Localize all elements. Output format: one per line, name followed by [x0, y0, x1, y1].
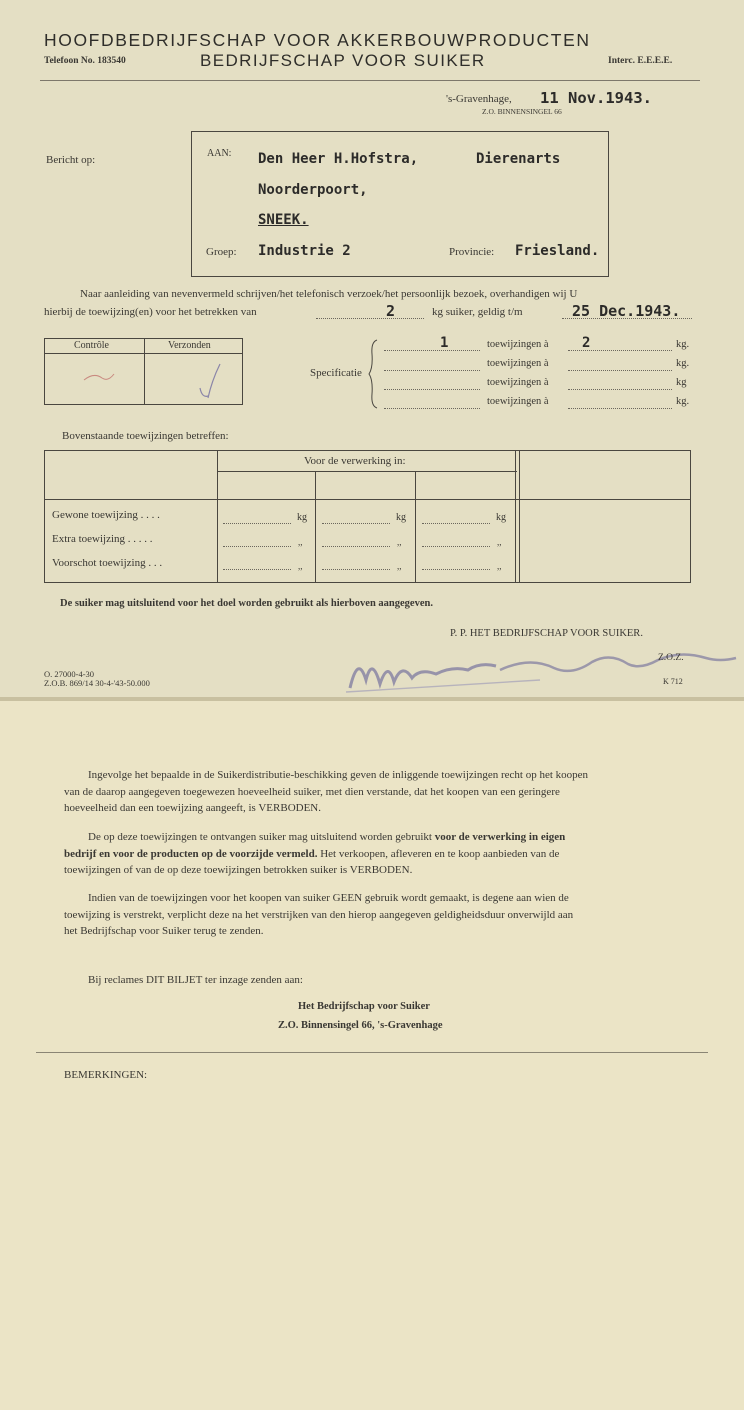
cell-r2-c3-unit: ,, [497, 537, 502, 547]
letter-date: 11 Nov.1943. [540, 89, 652, 107]
verzonden-pencil-mark [150, 358, 240, 402]
header-title-2: BEDRIJFSCHAP VOOR SUIKER [200, 51, 486, 70]
intro-line-1: Naar aanleiding van nevenvermeld schrijven/het telefonisch verzoek/het persoonlijk bezoek, overhandigen wij U [80, 288, 578, 300]
bericht-op-label: Bericht op: [46, 154, 96, 166]
cell-r2-c1-unit: ,, [298, 537, 303, 547]
spec-row-4-count-dots [384, 408, 480, 409]
spec-row-2-count-dots [384, 370, 480, 371]
processing-header: Voor de verwerking in: [304, 455, 406, 467]
specificatie-label: Specificatie [310, 367, 362, 379]
spec-row-3-count-dots [384, 389, 480, 390]
cell-r3-c2-unit: ,, [397, 561, 402, 571]
cell-r2-c2-unit: ,, [397, 537, 402, 547]
bovenstaande-label: Bovenstaande toewijzingen betreffen: [62, 430, 229, 442]
back-p1-line-3: hoeveelheid dan een toewijzing aangeeft, is VERBODEN. [64, 802, 321, 814]
specificatie-brace [368, 338, 380, 410]
processing-col-divider-4 [515, 450, 516, 583]
back-p2-line-2 [64, 846, 700, 863]
spec-row-1-kg: 2 [582, 335, 591, 351]
spec-row-1-count: 1 [440, 335, 449, 351]
spec-row-2-kg-dots [568, 370, 672, 371]
processing-col-divider-3 [415, 471, 416, 583]
cell-r1-c3-dots [422, 523, 490, 524]
groep-value: Industrie 2 [258, 243, 351, 259]
gewone-label: Gewone toewijzing . . . . [52, 509, 160, 521]
spec-row-3-unit: kg [676, 377, 687, 388]
spec-row-1-count-dots [384, 350, 480, 351]
amount-dotted-line [316, 318, 424, 319]
processing-col-divider-5 [519, 450, 520, 583]
interc-code: Interc. E.E.E.E. [608, 56, 673, 66]
back-p2-line-1 [64, 829, 700, 846]
print-code-1: O. 27000-4-30 [44, 669, 95, 679]
cell-r3-c3-unit: ,, [497, 561, 502, 571]
control-table-divider [144, 338, 145, 405]
spec-row-4-kg-dots [568, 408, 672, 409]
control-col-controle: Contrôle [74, 340, 109, 351]
header-rule [40, 80, 700, 81]
addressee-name: Den Heer H.Hofstra, [258, 151, 419, 167]
cell-r1-c2-dots [322, 523, 390, 524]
aan-label: AAN: [207, 148, 232, 159]
back-p2-line-1a: De op deze toewijzingen te ontvangen suiker mag uitsluitend worden gebruikt [88, 831, 432, 843]
cell-r1-c1-dots [223, 523, 291, 524]
remarks-label: BEMERKINGEN: [64, 1069, 148, 1081]
voorschot-label: Voorschot toewijzing . . . [52, 557, 163, 569]
place-label: 's-Gravenhage, [446, 93, 512, 105]
cell-r1-c3-unit: kg [496, 512, 506, 523]
addressee-city: SNEEK. [258, 212, 309, 228]
back-p3-line-2: toewijzing is verstrekt, verplicht deze na het verstrijken van den hierop aangegeven geldigheidsduur onverwijld aan [64, 908, 574, 921]
usage-notice: De suiker mag uitsluitend voor het doel worden gebruikt als hierboven aangegeven. [60, 598, 433, 609]
sugar-amount: 2 [386, 302, 396, 320]
cell-r2-c3-dots [422, 546, 490, 547]
spec-row-1-unit: kg. [676, 339, 690, 350]
pp-line: P. P. HET BEDRIJFSCHAP VOOR SUIKER. [450, 628, 643, 639]
back-paragraph-1 [64, 767, 700, 817]
handwritten-signature [340, 640, 740, 700]
sender-address: Z.O. BINNENSINGEL 66 [482, 107, 562, 116]
processing-table-header-rule [44, 499, 691, 500]
cell-r2-c2-dots [322, 546, 390, 547]
spec-row-1-label: toewijzingen à [487, 339, 549, 350]
spec-row-2-unit: kg. [676, 358, 690, 369]
processing-col-divider-1 [217, 450, 218, 583]
intro-line-2b: kg suiker, geldig t/m [432, 306, 523, 318]
intro-line-2a: hierbij de toewijzing(en) voor het betrekken van [44, 306, 257, 318]
cell-r3-c1-unit: ,, [298, 561, 303, 571]
send-to-line-1: Het Bedrijfschap voor Suiker [298, 1001, 430, 1012]
back-p1-line-1: Ingevolge het bepaalde in de Suikerdistributie-beschikking geven de inliggende toewijzingen recht op het koopen [88, 769, 589, 781]
processing-subheader-rule [217, 471, 517, 472]
back-paragraph-2 [64, 829, 700, 879]
cell-r2-c1-dots [223, 546, 291, 547]
cell-r1-c1-unit: kg [297, 512, 307, 523]
back-p3-line-1: Indien van de toewijzingen voor het koopen van suiker GEEN gebruik wordt gemaakt, is degene aan wien de [88, 892, 569, 904]
phone-number: Telefoon No. 183540 [44, 56, 126, 66]
reclames-line: Bij reclames DIT BILJET ter inzage zenden aan: [88, 974, 303, 986]
provincie-label: Provincie: [449, 246, 495, 258]
addressee-street: Noorderpoort, [258, 182, 368, 198]
spec-row-3-label: toewijzingen à [487, 377, 549, 388]
back-p1-line-2: van de daarop aangegeven toegewezen hoeveelheid suiker, met dien verstande, dat het koopen van een geringere [64, 785, 560, 798]
spec-row-4-label: toewijzingen à [487, 396, 549, 407]
spec-row-4-unit: kg. [676, 396, 690, 407]
print-code-2: Z.O.B. 869/14 30-4-'43-50.000 [44, 678, 150, 688]
valid-until-date: 25 Dec.1943. [572, 302, 681, 320]
form-code: K 712 [663, 677, 683, 686]
control-col-verzonden: Verzonden [168, 340, 211, 351]
back-p2-line-2a: bedrijf en voor de producten op de voorzijde vermeld. [64, 847, 318, 860]
zoz-label: Z.O.Z. [658, 653, 684, 663]
controle-red-mark [80, 366, 120, 386]
header-title-1: HOOFDBEDRIJFSCHAP VOOR AKKERBOUWPRODUCTEN [44, 30, 591, 50]
remarks-rule [36, 1052, 708, 1053]
spec-row-2-label: toewijzingen à [487, 358, 549, 369]
processing-col-divider-2 [315, 471, 316, 583]
back-p2-line-2b: Het verkoopen, afleveren en te koop aanbieden van de [320, 847, 560, 860]
extra-label: Extra toewijzing . . . . . [52, 533, 153, 545]
cell-r3-c1-dots [223, 569, 291, 570]
cell-r1-c2-unit: kg [396, 512, 406, 523]
groep-label: Groep: [206, 246, 237, 258]
cell-r3-c3-dots [422, 569, 490, 570]
back-paragraph-3 [64, 890, 700, 940]
spec-row-3-kg-dots [568, 389, 672, 390]
send-to-line-2: Z.O. Binnensingel 66, 's-Gravenhage [278, 1020, 443, 1031]
back-p3-line-3: het Bedrijfschap voor Suiker terug te zenden. [64, 925, 264, 937]
back-p2-line-3: toewijzingen of van de op deze toewijzingen betrokken suiker is VERBODEN. [64, 864, 413, 876]
addressee-profession: Dierenarts [476, 151, 561, 167]
provincie-value: Friesland. [515, 243, 600, 259]
back-p2-line-1b: voor de verwerking in eigen [434, 831, 566, 843]
cell-r3-c2-dots [322, 569, 390, 570]
